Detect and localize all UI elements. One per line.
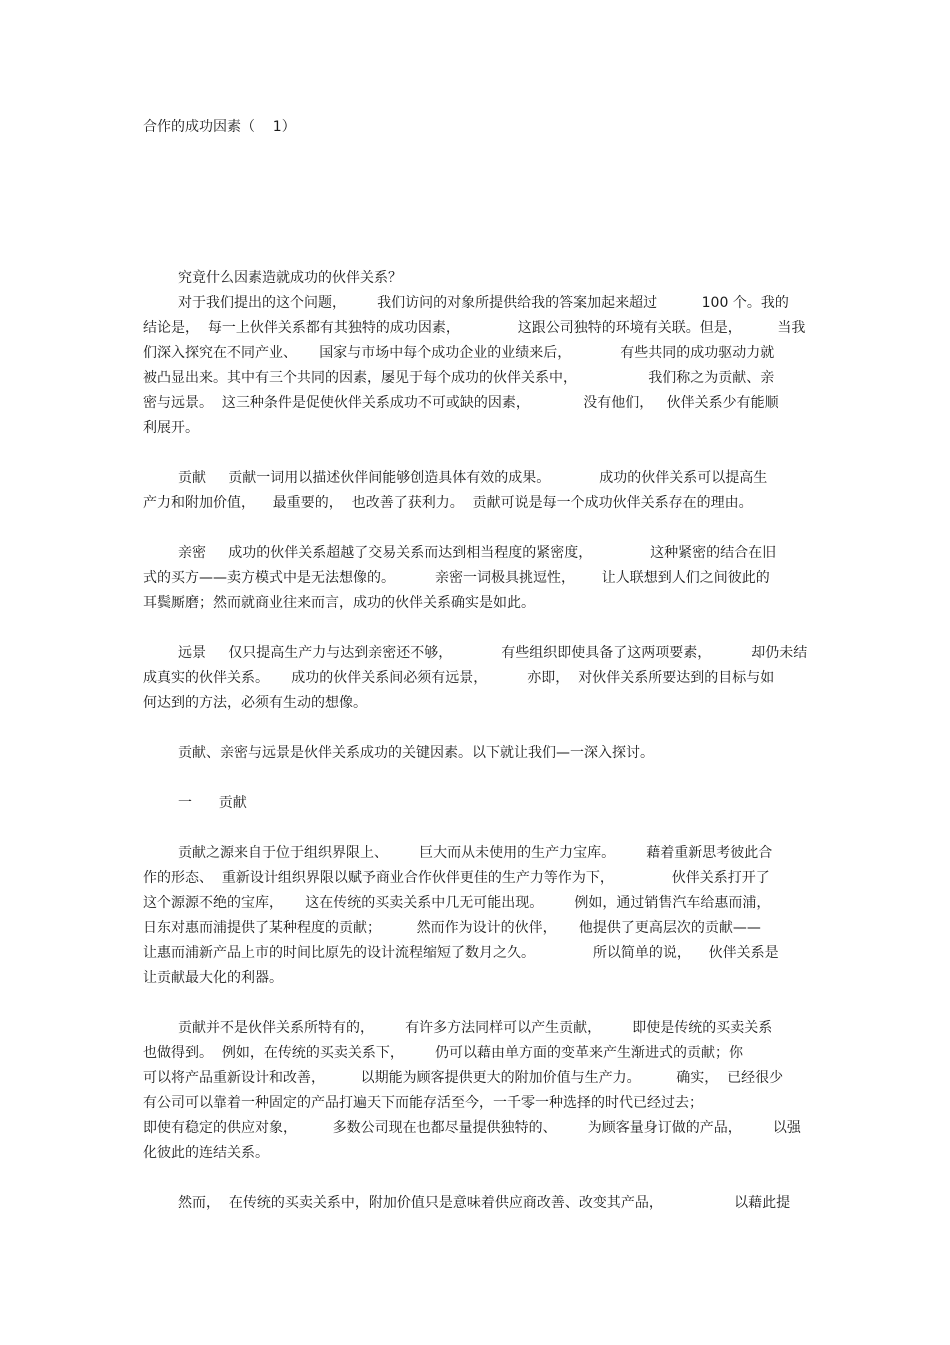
paragraph-line: 产力和附加价值， 最重要的， 也改善了获利力。 贡献可说是每一个成功伙伴关系存在的理由。 [143,495,753,511]
paragraph-line: 对于我们提出的这个问题， 我们访问的对象所提供给我的答案加起来超过 100 个。我的 [178,295,789,311]
paragraph-line: 何达到的方法，必须有生动的想像。 [143,695,367,711]
document-title: 合作的成功因素（ 1） [143,119,296,135]
paragraph-line: 有公司可以靠着一种固定的产品打遍天下而能存活至今，一千零一种选择的时代已经过去； [143,1095,703,1111]
section-heading: 一 贡献 [178,795,247,811]
paragraph-line: 利展开。 [143,420,199,436]
paragraph-line: 贡献、亲密与远景是伙伴关系成功的关键因素。以下就让我们—一深入探讨。 [178,745,654,761]
paragraph-line: 密与远景。 这三种条件是促使伙伴关系成功不可或缺的因素， 没有他们， 伙伴关系少有能顺 [143,395,779,411]
paragraph-line: 们深入探究在不同产业、 国家与市场中每个成功企业的业绩来后， 有些共同的成功驱动力就 [143,345,775,361]
paragraph-line: 日东对惠而浦提供了某种程度的贡献； 然而作为设计的伙伴， 他提供了更高层次的贡献—— [143,920,761,936]
paragraph-line: 远景 仅只提高生产力与达到亲密还不够， 有些组织即使具备了这两项要素， 却仍未结 [178,645,808,661]
paragraph-line: 化彼此的连结关系。 [143,1145,269,1161]
paragraph-line: 这个源源不绝的宝库， 这在传统的买卖关系中几无可能出现。 例如，通过销售汽车给惠而浦， [143,895,771,911]
paragraph-line: 可以将产品重新设计和改善， 以期能为顾客提供更大的附加价值与生产力。 确实， 已经很少 [143,1070,784,1086]
paragraph-line: 式的买方——卖方模式中是无法想像的。 亲密一词极具挑逗性， 让人联想到人们之间彼此的 [143,570,770,586]
paragraph-line: 让惠而浦新产品上市的时间比原先的设计流程缩短了数月之久。 所以简单的说， 伙伴关系是 [143,945,779,961]
paragraph-line: 然而， 在传统的买卖关系中，附加价值只是意味着供应商改善、改变其产品， 以藉此提 [178,1195,791,1211]
paragraph-line: 贡献 贡献一词用以描述伙伴间能够创造具体有效的成果。 成功的伙伴关系可以提高生 [178,470,768,486]
paragraph-line: 即使有稳定的供应对象， 多数公司现在也都尽量提供独特的、 为顾客量身订做的产品， 以强 [143,1120,801,1136]
paragraph-line: 究竟什么因素造就成功的伙伴关系？ [178,270,402,286]
paragraph-line: 成真实的伙伴关系。 成功的伙伴关系间必须有远景， 亦即， 对伙伴关系所要达到的目标与如 [143,670,775,686]
paragraph-line: 被凸显出来。其中有三个共同的因素，屡见于每个成功的伙伴关系中， 我们称之为贡献、亲 [143,370,775,386]
paragraph-line: 结论是， 每一上伙伴关系都有其独特的成功因素， 这跟公司独特的环境有关联。但是， 当我 [143,320,806,336]
paragraph-line: 耳鬓厮磨；然而就商业往来而言，成功的伙伴关系确实是如此。 [143,595,535,611]
paragraph-line: 贡献并不是伙伴关系所特有的， 有许多方法同样可以产生贡献， 即使是传统的买卖关系 [178,1020,773,1036]
paragraph-line: 让贡献最大化的利器。 [143,970,283,986]
paragraph-line: 亲密 成功的伙伴关系超越了交易关系而达到相当程度的紧密度， 这种紧密的结合在旧 [178,545,777,561]
paragraph-line: 贡献之源来自于位于组织界限上、 巨大而从未使用的生产力宝库。 藉着重新思考彼此合 [178,845,773,861]
paragraph-line: 也做得到。 例如，在传统的买卖关系下， 仍可以藉由单方面的变革来产生渐进式的贡献；你 [143,1045,744,1061]
paragraph-line: 作的形态、 重新设计组织界限以赋予商业合作伙伴更佳的生产力等作为下， 伙伴关系打开了 [143,870,770,886]
